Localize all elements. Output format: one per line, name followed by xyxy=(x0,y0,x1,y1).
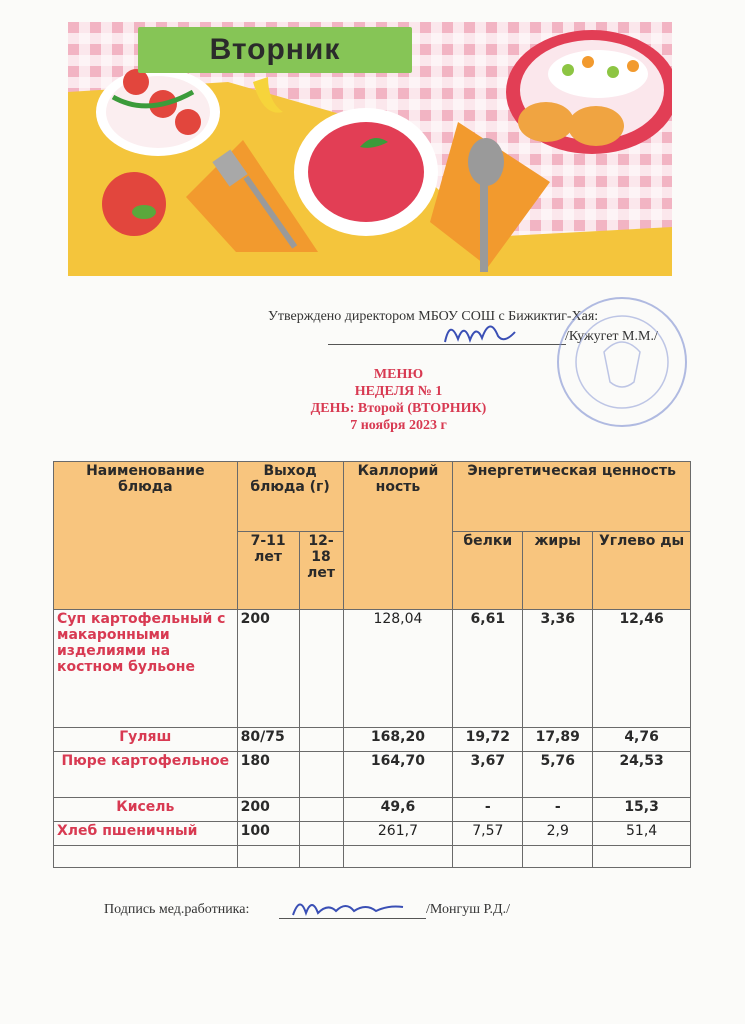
table-row xyxy=(54,798,691,822)
table-row xyxy=(54,822,691,846)
table-row xyxy=(54,728,691,752)
protein-value: - xyxy=(453,798,523,822)
header-calories: Каллорий ность xyxy=(343,462,453,610)
table-row xyxy=(54,752,691,798)
director-signature-icon xyxy=(440,314,520,352)
output-7-11: 180 xyxy=(237,752,299,798)
menu-title: МЕНЮ xyxy=(373,367,424,382)
med-name: /Монгуш Р.Д./ xyxy=(426,902,510,917)
empty-cell xyxy=(54,846,238,868)
dish-name: Пюре картофельное xyxy=(54,752,238,798)
dish-name: Кисель xyxy=(54,798,238,822)
output-12-18 xyxy=(299,822,343,846)
menu-banner xyxy=(68,22,672,276)
protein-value: 6,61 xyxy=(453,610,523,728)
output-7-11: 80/75 xyxy=(237,728,299,752)
day-label: Вторник xyxy=(138,27,412,73)
dish-name: Гуляш xyxy=(54,728,238,752)
empty-cell xyxy=(237,846,299,868)
menu-date: 7 ноября 2023 г xyxy=(350,418,447,433)
fat-value: 3,36 xyxy=(523,610,593,728)
header-dish-name: Наименование блюда xyxy=(54,462,238,610)
output-7-11: 200 xyxy=(237,610,299,728)
empty-cell xyxy=(453,846,523,868)
table-row xyxy=(54,610,691,728)
output-7-11: 100 xyxy=(237,822,299,846)
output-12-18 xyxy=(299,610,343,728)
carbs-value: 4,76 xyxy=(593,728,691,752)
approval-name: /Кужугет М.М./ xyxy=(565,329,658,344)
fat-value: 17,89 xyxy=(523,728,593,752)
empty-cell xyxy=(593,846,691,868)
dish-name: Хлеб пшеничный xyxy=(54,822,238,846)
fat-value: - xyxy=(523,798,593,822)
header-output: Выход блюда (г) xyxy=(237,462,343,532)
protein-value: 7,57 xyxy=(453,822,523,846)
calories-value: 49,6 xyxy=(343,798,453,822)
empty-cell xyxy=(343,846,453,868)
menu-table xyxy=(53,461,691,868)
protein-value: 3,67 xyxy=(453,752,523,798)
header-age-7-11: 7-11 лет xyxy=(237,532,299,610)
header-protein: белки xyxy=(453,532,523,610)
output-12-18 xyxy=(299,752,343,798)
menu-week: НЕДЕЛЯ № 1 xyxy=(354,384,443,399)
header-carbs: Углево ды xyxy=(593,532,691,610)
carbs-value: 12,46 xyxy=(593,610,691,728)
fat-value: 2,9 xyxy=(523,822,593,846)
carbs-value: 51,4 xyxy=(593,822,691,846)
empty-cell xyxy=(523,846,593,868)
output-7-11: 200 xyxy=(237,798,299,822)
med-signature-icon xyxy=(288,893,408,923)
med-signature-label: Подпись мед.работника: xyxy=(104,902,250,917)
header-age-12-18: 12-18 лет xyxy=(299,532,343,610)
protein-value: 19,72 xyxy=(453,728,523,752)
approval-text: Утверждено директором МБОУ СОШ с Бижиктиг-Хая: xyxy=(268,309,599,324)
calories-value: 261,7 xyxy=(343,822,453,846)
carbs-value: 24,53 xyxy=(593,752,691,798)
dish-name: Суп картофельный с макаронными изделиями на костном бульоне xyxy=(54,610,238,728)
header-energy: Энергетическая ценность xyxy=(453,462,691,532)
carbs-value: 15,3 xyxy=(593,798,691,822)
menu-heading xyxy=(0,366,745,434)
header-fat: жиры xyxy=(523,532,593,610)
calories-value: 128,04 xyxy=(343,610,453,728)
output-12-18 xyxy=(299,798,343,822)
calories-value: 164,70 xyxy=(343,752,453,798)
table-row-empty xyxy=(54,846,691,868)
calories-value: 168,20 xyxy=(343,728,453,752)
fat-value: 5,76 xyxy=(523,752,593,798)
empty-cell xyxy=(299,846,343,868)
output-12-18 xyxy=(299,728,343,752)
menu-day: ДЕНЬ: Второй (ВТОРНИК) xyxy=(310,401,487,416)
